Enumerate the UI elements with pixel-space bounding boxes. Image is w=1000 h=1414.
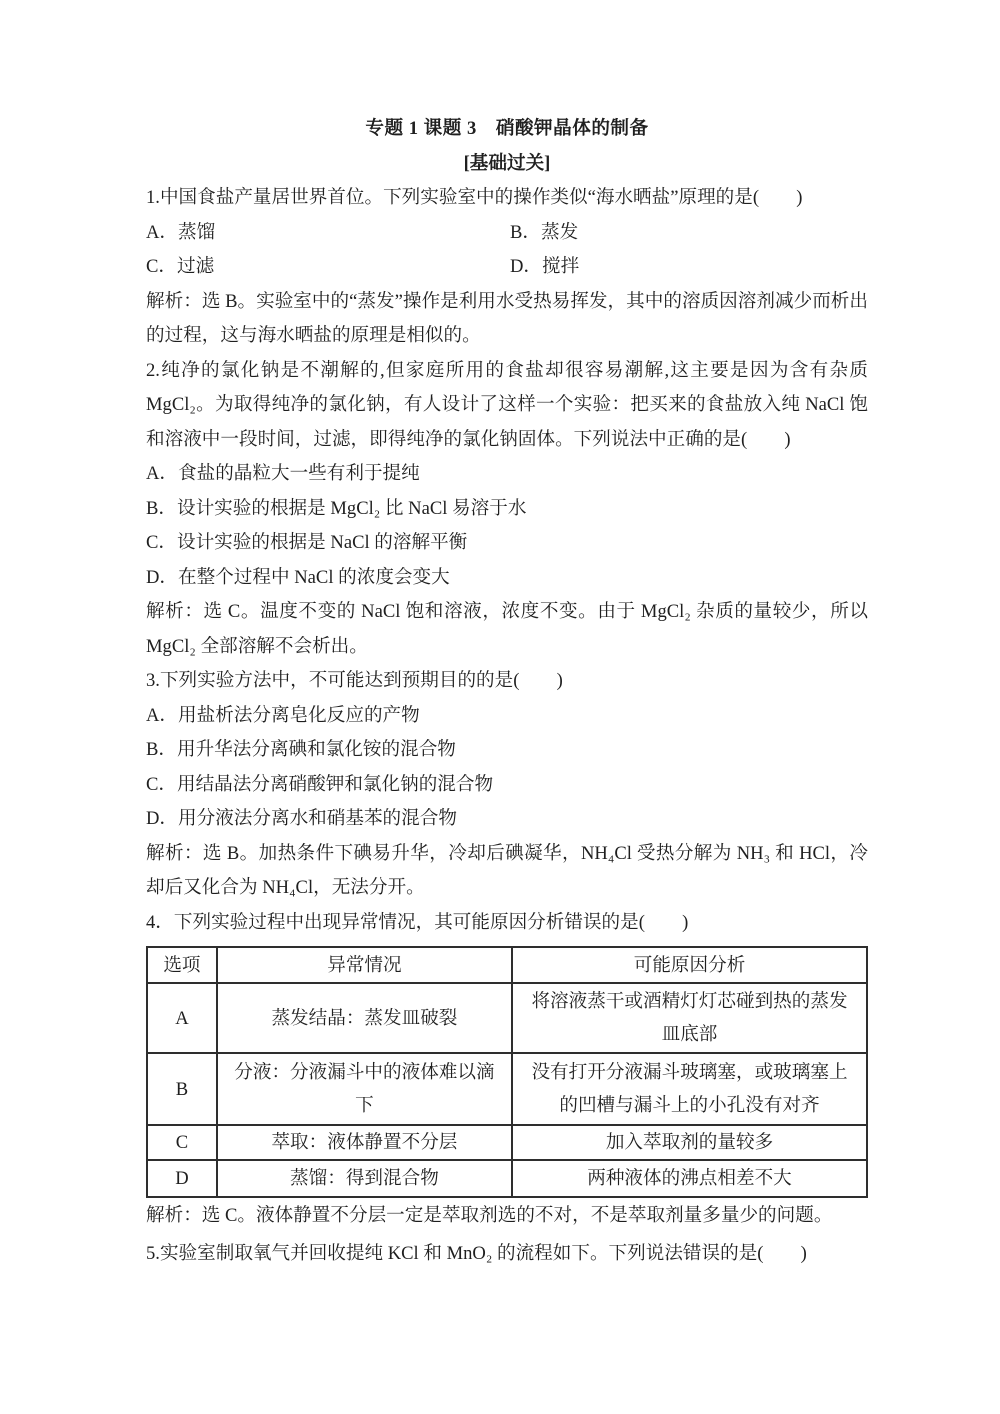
question-2-stem: 2.纯净的氯化钠是不潮解的,但家庭所用的食盐却很容易潮解,这主要是因为含有杂质 MgCl₂。为取得纯净的氯化钠，有人设计了这样一个实验：把买来的食盐放入纯 NaCl 饱和溶液中一段时间，过滤，即得纯净的氯化钠固体。下列说法中正确的是( ) — [146, 359, 868, 450]
table-row — [147, 1160, 867, 1197]
question-3-option-a: A．用盐析法分离皂化反应的产物 — [146, 704, 420, 726]
table-cell-situation: 萃取：液体静置不分层 — [217, 1125, 512, 1160]
question-2-option-a: A．食盐的晶粒大一些有利于提纯 — [146, 463, 420, 484]
question-2-option-d: D．在整个过程中 NaCl 的浓度会变大 — [146, 566, 450, 588]
table-cell-reason: 加入萃取剂的量较多 — [512, 1125, 867, 1160]
question-1-option-b: B．蒸发 — [510, 221, 579, 243]
table-row — [147, 1125, 867, 1160]
table-cell-situation: 分液：分液漏斗中的液体难以滴下 — [217, 1053, 512, 1125]
table-cell-option: A — [147, 983, 217, 1053]
question-3-stem: 3.下列实验方法中，不可能达到预期目的的是( ) — [146, 670, 563, 691]
question-1-option-c: C．过滤 — [146, 256, 215, 277]
question-2-analysis: 解析：选 C。温度不变的 NaCl 饱和溶液，浓度不变。由于 MgCl₂ 杂质的量较少，所以 MgCl₂ 全部溶解不会析出。 — [146, 601, 868, 657]
question-1-option-a: A．蒸馏 — [146, 221, 216, 243]
question-5-stem: 5.实验室制取氧气并回收提纯 KCl 和 MnO₂ 的流程如下。下列说法错误的是( ) — [146, 1242, 807, 1264]
question-3-option-d: D．用分液法分离水和硝基苯的混合物 — [146, 808, 457, 829]
table-cell-reason: 将溶液蒸干或酒精灯灯芯碰到热的蒸发皿底部 — [512, 983, 867, 1053]
table-row — [147, 1053, 867, 1125]
question-4-stem: 4．下列实验过程中出现异常情况，其可能原因分析错误的是( ) — [146, 911, 689, 933]
table-header-row — [147, 947, 867, 983]
table-cell-option: D — [147, 1160, 217, 1197]
question-1-analysis: 解析：选 B。实验室中的“蒸发”操作是利用水受热易挥发，其中的溶质因溶剂减少而析出的过程，这与海水晒盐的原理是相似的。 — [146, 290, 868, 346]
question-3-option-b: B．用升华法分离碘和氯化铵的混合物 — [146, 739, 456, 760]
table-header-reason: 可能原因分析 — [512, 947, 867, 983]
table-cell-situation: 蒸发结晶：蒸发皿破裂 — [217, 983, 512, 1053]
table-cell-reason: 两种液体的沸点相差不大 — [512, 1160, 867, 1197]
question-4-analysis: 解析：选 C。液体静置不分层一定是萃取剂选的不对，不是萃取剂量多量少的问题。 — [146, 1205, 833, 1226]
question-3-option-c: C．用结晶法分离硝酸钾和氯化钠的混合物 — [146, 773, 494, 795]
question-2-option-c: C．设计实验的根据是 NaCl 的溶解平衡 — [146, 532, 468, 553]
table-cell-option: B — [147, 1053, 217, 1125]
table-row — [147, 983, 867, 1053]
table-cell-situation: 蒸馏：得到混合物 — [217, 1160, 512, 1197]
question-3-analysis: 解析：选 B。加热条件下碘易升华，冷却后碘凝华，NH₄Cl 受热分解为 NH₃ 和 HCl，冷却后又化合为 NH₄Cl，无法分开。 — [146, 842, 868, 898]
table-header-option: 选项 — [147, 947, 217, 983]
question-4-table — [146, 946, 868, 1198]
table-cell-reason: 没有打开分液漏斗玻璃塞，或玻璃塞上的凹槽与漏斗上的小孔没有对齐 — [512, 1053, 867, 1125]
table-header-situation: 异常情况 — [217, 947, 512, 983]
question-2-option-b: B．设计实验的根据是 MgCl₂ 比 NaCl 易溶于水 — [146, 497, 527, 519]
page-title: 专题 1 课题 3 硝酸钾晶体的制备 — [365, 118, 649, 139]
question-1-option-d: D．搅拌 — [510, 256, 580, 277]
table-cell-option: C — [147, 1125, 217, 1160]
section-header: [基础过关] — [463, 152, 551, 174]
question-1-stem: 1.中国食盐产量居世界首位。下列实验室中的操作类似“海水晒盐”原理的是( ) — [146, 187, 803, 208]
question-1-options — [146, 216, 868, 285]
